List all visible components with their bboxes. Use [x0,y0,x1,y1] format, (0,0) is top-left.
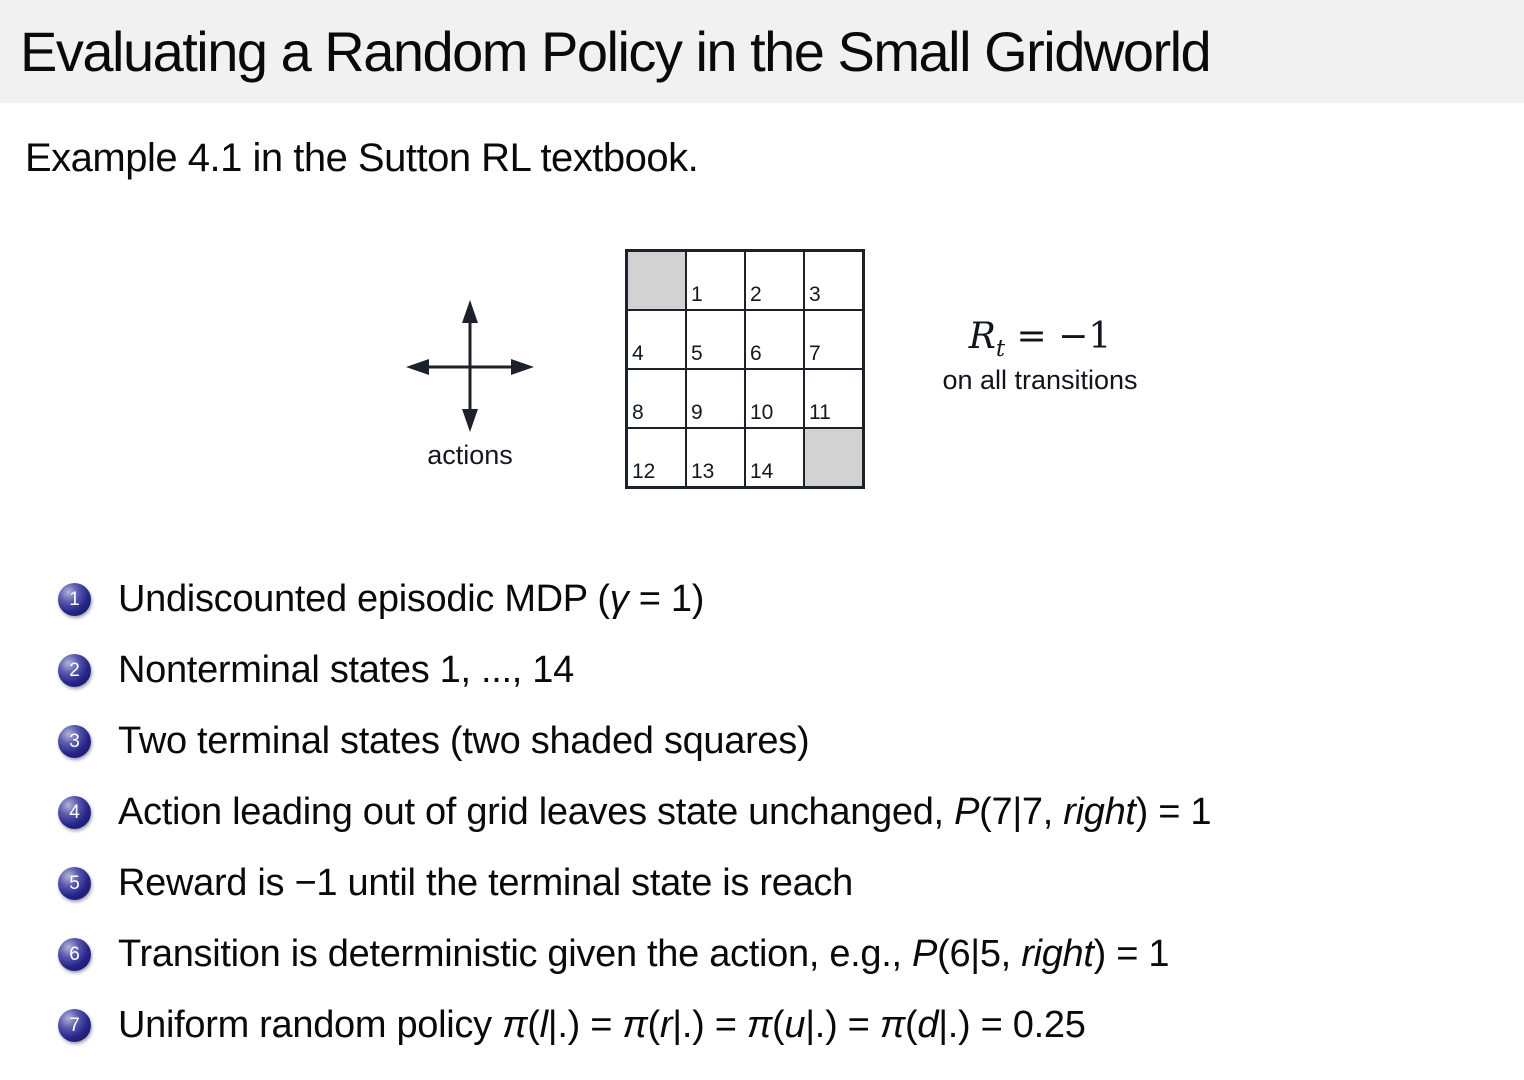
list-item-2 [58,635,1211,706]
grid-cell-0-1 [687,252,744,309]
grid-cell-0-0 [628,252,685,309]
grid-cell-3-1 [687,429,744,486]
grid-cell-label: 13 [691,460,715,483]
slide-title: Evaluating a Random Policy in the Small Gridworld [20,20,1211,83]
item-number-ball: 1 [58,583,91,616]
grid-cell-label: 5 [691,342,703,365]
item-number-ball: 2 [58,654,91,687]
grid-cell-3-0 [628,429,685,486]
list-item-1 [58,564,1211,635]
grid-cell-label: 4 [632,342,644,365]
list-item-7 [58,990,1211,1061]
item-text: Reward is −1 until the terminal state is reach [118,862,853,904]
item-text: Uniform random policy π(l|.) = π(r|.) = π(u|.) = π(d|.) = 0.25 [118,1004,1086,1046]
grid-cell-label: 6 [750,342,762,365]
grid-cell-label: 7 [809,342,821,365]
grid-cell-1-0 [628,311,685,368]
grid-cell-1-1 [687,311,744,368]
grid-cell-3-2 [746,429,803,486]
grid-cell-2-1 [687,370,744,427]
gridworld-grid [625,249,865,489]
reward-subscript: t [995,336,1006,363]
grid-cell-1-3 [805,311,862,368]
item-text: Action leading out of grid leaves state unchanged, P(7|7, right) = 1 [118,791,1212,833]
item-number-ball: 5 [58,867,91,900]
grid-cell-0-2 [746,252,803,309]
reward-annotation [915,316,1165,396]
item-number-ball: 4 [58,796,91,829]
grid-cell-label: 14 [750,460,774,483]
grid-cell-1-2 [746,311,803,368]
grid-cell-label: 10 [750,401,774,424]
bullet-list [58,564,1211,1061]
item-text: Transition is deterministic given the action, e.g., P(6|5, right) = 1 [118,933,1170,975]
grid-cell-label: 8 [632,401,644,424]
list-item-4 [58,777,1211,848]
grid-cell-label: 1 [691,283,703,306]
actions-cross-icon [404,298,536,434]
grid-cell-label: 11 [809,401,831,424]
item-number-ball: 6 [58,938,91,971]
list-item-6 [58,919,1211,990]
item-text: Nonterminal states 1, ..., 14 [118,649,574,691]
grid-cell-2-2 [746,370,803,427]
list-item-3 [58,706,1211,777]
grid-cell-label: 9 [691,401,703,424]
item-text: Two terminal states (two shaded squares) [118,720,810,762]
item-number-ball: 7 [58,1009,91,1042]
slide-subtitle: Example 4.1 in the Sutton RL textbook. [25,136,699,180]
slide-title-bar [0,0,1524,103]
reward-var: R [968,316,996,357]
reward-value: = −1 [1005,316,1112,357]
grid-cell-label: 2 [750,283,762,306]
grid-cell-2-0 [628,370,685,427]
grid-cell-3-3 [805,429,862,486]
grid-cell-label: 12 [632,460,656,483]
grid-cell-label: 3 [809,283,821,306]
grid-cell-2-3 [805,370,862,427]
item-number-ball: 3 [58,725,91,758]
actions-label: actions [427,440,513,470]
grid-cell-0-3 [805,252,862,309]
reward-caption: on all transitions [942,365,1138,396]
item-text: Undiscounted episodic MDP (γ = 1) [118,578,705,620]
reward-formula [915,316,1165,362]
list-item-5 [58,848,1211,919]
